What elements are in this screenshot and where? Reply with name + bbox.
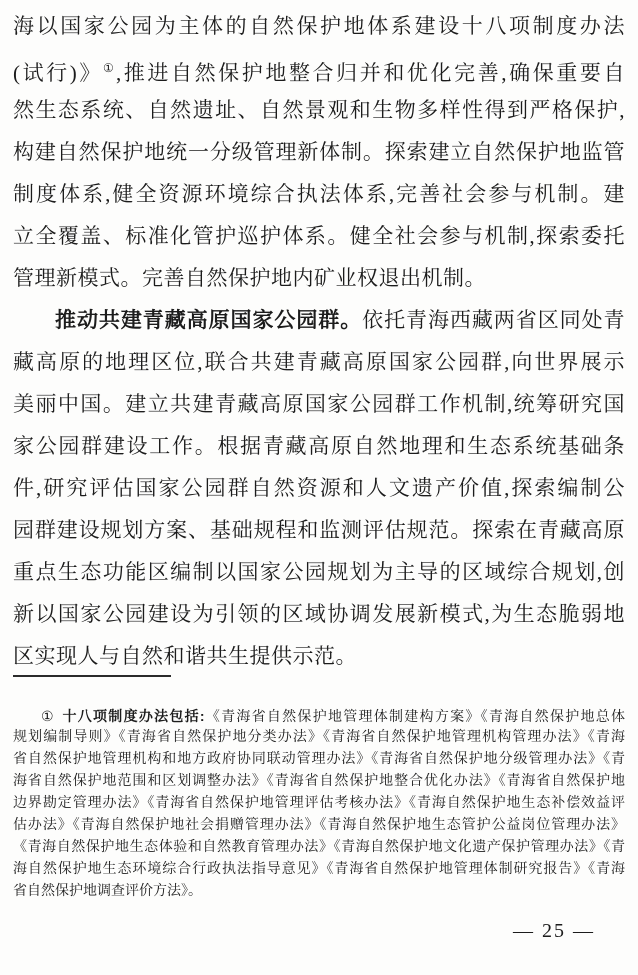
footnote-line: 《青海自然保护地生态体验和自然教育管理办法》《青海自然保护地文化遗产保护管理办法》《青 (13, 840, 625, 855)
footnote-line (13, 705, 625, 727)
text-line: 美丽中国。建立共建青藏高原国家公园群工作机制,统筹研究国 (13, 392, 625, 416)
footnote-line: 估办法》《青海自然保护地社会捐赠管理办法》《青海自然保护地生态管护公益岗位管理办法》 (13, 818, 625, 833)
footnote-number: ① (41, 710, 55, 725)
paragraph-qingzang-plateau (13, 299, 625, 677)
footnote-line: 边界勘定管理办法》《青海省自然保护地管理评估考核办法》《青海自然保护地生态补偿效益评 (13, 796, 625, 811)
text-line: 构建自然保护地统一分级管理新体制。探索建立自然保护地监管 (13, 140, 625, 164)
text-segment: 《青海省自然保护地管理体制建构方案》《青海自然保护地总体 (204, 710, 625, 725)
text-line: 园群建设规划方案、基础规程和监测评估规范。探索在青藏高原 (13, 518, 625, 542)
text-line: 藏高原的地理区位,联合共建青藏高原国家公园群,向世界展示 (13, 350, 625, 374)
text-line: 立全覆盖、标准化管护巡护体系。健全社会参与机制,探索委托 (13, 224, 625, 248)
text-line: 管理新模式。完善自然保护地内矿业权退出机制。 (13, 266, 486, 290)
text-line: 然生态系统、自然遗址、自然景观和生物多样性得到严格保护, (13, 98, 625, 122)
text-line: 制度体系,健全资源环境综合执法体系,完善社会参与机制。建 (13, 182, 625, 206)
text-line: 海以国家公园为主体的自然保护地体系建设十八项制度办法 (13, 14, 625, 38)
text-line (13, 299, 625, 341)
body-text (13, 5, 625, 677)
footnote-ref-marker: ① (102, 61, 116, 75)
text-line (13, 47, 625, 89)
text-segment: 依托青海西藏两省区同处青 (362, 308, 625, 332)
footnote-line: 省自然保护地调查评价方法》。 (13, 884, 202, 899)
footnote-line: 海自然保护地生态环境综合行政执法指导意见》《青海省自然保护地管理体制研究报告》《青海 (13, 862, 625, 877)
paragraph-continuation (13, 5, 625, 299)
text-segment: (试行)》 (13, 61, 103, 85)
footnote-line: 海省自然保护地范围和区划调整办法》《青海省自然保护地整合优化办法》《青海省自然保护地 (13, 774, 625, 789)
text-line: 家公园群建设工作。根据青藏高原自然地理和生态系统基础条 (13, 434, 625, 458)
text-line: 新以国家公园建设为引领的区域协调发展新模式,为生态脆弱地 (13, 602, 625, 626)
footnote-line: 省自然保护地管理机构和地方政府协同联动管理办法》《青海省自然保护地分级管理办法》《青 (13, 752, 625, 767)
footnote (13, 705, 625, 903)
text-line: 重点生态功能区编制以国家公园规划为主导的区域综合规划,创 (13, 560, 625, 584)
text-line: 件,研究评估国家公园群自然资源和人文遗产价值,探索编制公 (13, 476, 625, 500)
text-line: 区实现人与自然和谐共生提供示范。 (13, 644, 357, 668)
footnote-line: 规划编制导则》《青海省自然保护地分类办法》《青海省自然保护地管理机构管理办法》《青海 (13, 730, 625, 745)
text-segment: ,推进自然保护地整合归并和优化完善,确保重要自 (115, 61, 625, 85)
paragraph-heading: 推动共建青藏高原国家公园群。 (55, 309, 363, 332)
footnote-label: 十八项制度办法包括: (62, 708, 205, 724)
page-number: — 25 — (513, 920, 595, 942)
